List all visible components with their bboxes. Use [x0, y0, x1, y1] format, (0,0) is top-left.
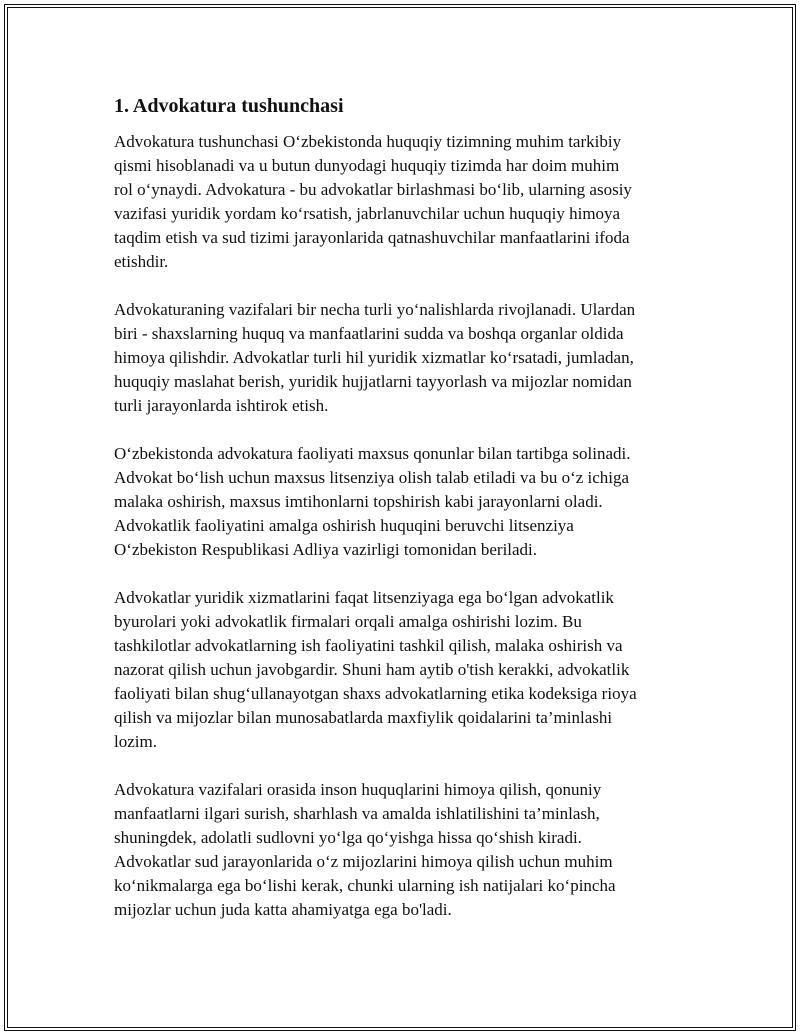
paragraph-4-line-1: Advokatlar yuridik xizmatlarini faqat litsenziyaga ega bo‘lgan advokatlik [114, 588, 614, 607]
paragraph-1 [114, 130, 690, 274]
paragraph-4 [114, 586, 690, 754]
paragraph-5-line-4: Advokatlar sud jarayonlarida o‘z mijozlarini himoya qilish uchun muhim [114, 852, 613, 871]
paragraph-5-line-6: mijozlar uchun juda katta ahamiyatga ega bo'ladi. [114, 900, 452, 919]
paragraph-2-line-3: himoya qilishdir. Advokatlar turli hil yuridik xizmatlar ko‘rsatadi, jumladan, [114, 348, 634, 367]
paragraph-2-line-2: biri - shaxslarning huquq va manfaatlarini sudda va boshqa organlar oldida [114, 324, 624, 343]
paragraph-3-line-3: malaka oshirish, maxsus imtihonlarni topshirish kabi jarayonlarni oladi. [114, 492, 603, 511]
paragraph-3-line-2: Advokat bo‘lish uchun maxsus litsenziya olish talab etiladi va bu o‘z ichiga [114, 468, 630, 487]
paragraph-2-line-1: Advokaturaning vazifalari bir necha turli yo‘nalishlarda rivojlanadi. Ulardan [114, 300, 636, 319]
document-content [114, 92, 690, 922]
paragraph-2 [114, 298, 690, 418]
paragraph-1-line-3: rol o‘ynaydi. Advokatura - bu advokatlar birlashmasi bo‘lib, ularning asosiy [114, 180, 632, 199]
paragraph-1-line-2: qismi hisoblanadi va u butun dunyodagi huquqiy tizimda har doim muhim [114, 156, 620, 175]
paragraph-1-line-5: taqdim etish va sud tizimi jarayonlarida qatnashuvchilar manfaatlarini ifoda [114, 228, 630, 247]
paragraph-1-line-6: etishdir. [114, 252, 169, 271]
paragraph-3-line-4: Advokatlik faoliyatini amalga oshirish huquqini beruvchi litsenziya [114, 516, 574, 535]
paragraph-3-line-5: O‘zbekiston Respublikasi Adliya vazirligi tomonidan beriladi. [114, 540, 538, 559]
section-heading: 1. Advokatura tushunchasi [114, 95, 344, 117]
paragraph-4-line-4: nazorat qilish uchun javobgardir. Shuni ham aytib o'tish kerakki, advokatlik [114, 660, 630, 679]
paragraph-2-line-4: huquqiy maslahat berish, yuridik hujjatlarni tayyorlash va mijozlar nomidan [114, 372, 632, 391]
paragraph-3 [114, 442, 690, 562]
paragraph-5 [114, 778, 690, 922]
paragraph-4-line-5: faoliyati bilan shug‘ullanayotgan shaxs advokatlarning etika kodeksiga rioya [114, 684, 637, 703]
paragraph-4-line-2: byurolari yoki advokatlik firmalari orqali amalga oshirishi lozim. Bu [114, 612, 582, 631]
paragraph-2-line-5: turli jarayonlarda ishtirok etish. [114, 396, 329, 415]
paragraph-5-line-2: manfaatlarni ilgari surish, sharhlash va amalda ishlatilishini ta’minlash, [114, 804, 600, 823]
paragraph-5-line-5: ko‘nikmalarga ega bo‘lishi kerak, chunki ularning ish natijalari ko‘pincha [114, 876, 616, 895]
paragraph-1-line-1: Advokatura tushunchasi O‘zbekistonda huquqiy tizimning muhim tarkibiy [114, 132, 622, 151]
paragraph-5-line-1: Advokatura vazifalari orasida inson huquqlarini himoya qilish, qonuniy [114, 780, 602, 799]
paragraph-4-line-3: tashkilotlar advokatlarning ish faoliyatini tashkil qilish, malaka oshirish va [114, 636, 623, 655]
paragraph-3-line-1: O‘zbekistonda advokatura faoliyati maxsus qonunlar bilan tartibga solinadi. [114, 444, 631, 463]
paragraph-5-line-3: shuningdek, adolatli sudlovni yo‘lga qo‘yishga hissa qo‘shish kiradi. [114, 828, 582, 847]
paragraph-4-line-6: qilish va mijozlar bilan munosabatlarda maxfiylik qoidalarini ta’minlashi [114, 708, 613, 727]
paragraph-4-line-7: lozim. [114, 732, 157, 751]
paragraph-1-line-4: vazifasi yuridik yordam ko‘rsatish, jabrlanuvchilar uchun huquqiy himoya [114, 204, 621, 223]
